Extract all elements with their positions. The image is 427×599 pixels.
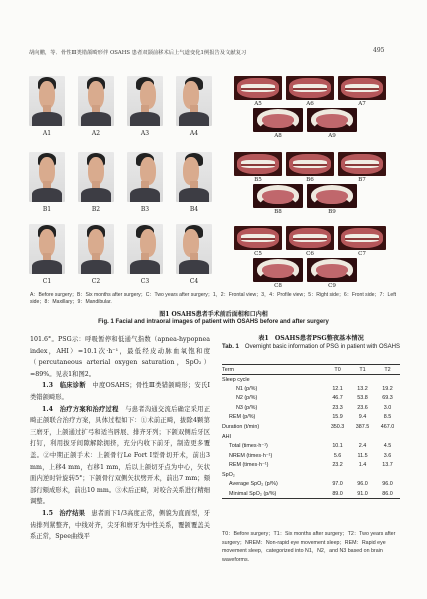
intraoral-photo [307, 108, 357, 132]
section-text: 中度OSAHS；骨性Ⅲ类错颌畸形；安氏Ⅰ类错颌畸形。 [30, 382, 211, 401]
intraoral-photo [234, 76, 282, 100]
table-row [222, 413, 400, 423]
section-heading: 1.4 治疗方案和治疗过程 [42, 405, 119, 413]
table-row [222, 470, 400, 480]
figure-caption-cn: 图1 OSAHS患者手术前后面相和口内相 [159, 311, 268, 318]
table-row [222, 375, 400, 385]
intraoral-label: C9 [328, 283, 336, 289]
cell: 8.5 [383, 414, 392, 421]
facial-photo [127, 152, 163, 202]
intraoral-photo [338, 226, 386, 250]
section-heading: 1.3 临床诊断 [42, 382, 86, 390]
paragraph [30, 380, 210, 403]
paragraph: 101.6°。PSG示：呼吸暂停和低通气指数（apnea-hypopnea index，AHI）=10.1次·h⁻¹，最低经皮动脉血氧饱和度（percutaneous arterial oxygen saturation，SpO₂）=89%。见表1和图2。 [30, 336, 210, 378]
cell: 350.3 [330, 424, 345, 430]
cell: 387.5 [355, 424, 370, 430]
table-header-row [222, 365, 400, 375]
intraoral-label: A8 [274, 133, 282, 139]
facial-photo [78, 224, 114, 274]
cell: 23.3 [332, 404, 343, 411]
table-row [222, 489, 400, 499]
intraoral-photo [338, 152, 386, 176]
cell: 11.5 [357, 452, 368, 459]
table-note: T0：Before surgery；T1：Six months after surgery；T2：Two years after surgery；NREM：Non-rapid eye movement sleep；REM：Rapid eye movement sleep，categorized into N1，N2，and N3 based on brain waveforms. [222, 531, 396, 563]
intraoral-photo [234, 152, 282, 176]
cell: 23.2 [332, 462, 343, 469]
cell: 10.1 [332, 443, 343, 450]
table-row [222, 432, 400, 442]
facial-photo [29, 152, 65, 202]
cell: 4.5 [383, 443, 392, 450]
facial-photo [78, 76, 114, 126]
cell: 15.9 [332, 414, 343, 421]
paragraph [30, 404, 210, 508]
table-row [222, 441, 400, 451]
intraoral-label: B8 [274, 209, 282, 215]
row-label: Minimal SpO₂ (p/%) [222, 489, 325, 499]
row-label: N3 (p/%) [236, 404, 258, 411]
intraoral-label: B7 [358, 177, 366, 183]
column-header: T0 [325, 365, 350, 375]
cell: 23.6 [357, 404, 368, 411]
row-label: Total (times·h⁻¹) [229, 443, 268, 450]
cell: 467.0 [380, 424, 395, 430]
intraoral-label: C7 [358, 251, 366, 257]
cell [350, 432, 375, 442]
intraoral-label: B9 [328, 209, 336, 215]
intraoral-photo [234, 226, 282, 250]
cell: 3.0 [383, 404, 392, 411]
row-label: REM (times·h⁻¹) [229, 462, 269, 469]
intraoral-photo [286, 226, 334, 250]
face-label: A4 [189, 130, 199, 137]
facial-photo [29, 76, 65, 126]
cell: 5.6 [333, 452, 342, 459]
intraoral-label: C5 [254, 251, 262, 257]
intraoral-photo [253, 184, 303, 208]
cell: 13.2 [357, 385, 368, 392]
cell [350, 375, 375, 385]
intraoral-photo [286, 152, 334, 176]
cell: 86.0 [375, 489, 400, 499]
face-label: A3 [140, 130, 150, 137]
facial-photo [78, 152, 114, 202]
cell [325, 432, 350, 442]
intraoral-label: B5 [254, 177, 262, 183]
face-label: C2 [91, 278, 101, 285]
cell: 46.7 [332, 395, 343, 402]
face-label: C3 [140, 278, 150, 285]
intraoral-photo [338, 76, 386, 100]
intraoral-label: A6 [306, 101, 314, 107]
cell [325, 375, 350, 385]
cell: 53.8 [357, 395, 368, 402]
cell: 1.4 [358, 462, 367, 469]
cell: 89.0 [325, 489, 350, 499]
section-text: 患者面下1/3高度正常，侧貌为直面型，牙齿排列紧整齐，中线对齐，尖牙和磨牙为中性关系，覆颌覆盖关系正常，Spee曲线平 [30, 509, 211, 541]
cell: 12.1 [332, 385, 343, 392]
facial-photo [127, 224, 163, 274]
cell: 19.2 [382, 385, 393, 392]
running-header: 胡向鹏，等．骨性Ⅲ类错颌畸形伴 OSAHS 患者双颌前移术后上气道变化1例报告及文献复习 [29, 50, 247, 56]
intraoral-photo [307, 184, 357, 208]
face-label: A2 [91, 130, 101, 137]
facial-photo [176, 224, 212, 274]
facial-photo [127, 76, 163, 126]
cell: 69.3 [382, 395, 393, 402]
intraoral-label: C8 [274, 283, 282, 289]
intraoral-label: B6 [306, 177, 314, 183]
face-label: C1 [42, 278, 52, 285]
column-header: Term [222, 365, 325, 375]
table-row [222, 451, 400, 461]
column-header: T2 [375, 365, 400, 375]
table-row [222, 403, 400, 413]
facial-photo [29, 224, 65, 274]
cell [375, 375, 400, 385]
row-label: Average SpO₂ (p/%) [229, 481, 278, 488]
cell [375, 470, 400, 480]
row-label: Duration (t/min) [222, 424, 260, 430]
row-group-label: AHI [222, 433, 231, 440]
intraoral-label: A5 [254, 101, 262, 107]
table-row [222, 460, 400, 470]
table-label: Tab. 1 [222, 344, 239, 350]
intraoral-photo [286, 76, 334, 100]
cell [325, 470, 350, 480]
intraoral-photo [253, 258, 303, 282]
intraoral-label: A7 [358, 101, 366, 107]
table-caption-text: Overnight basic information of PSG in patient with OSAHS [244, 344, 400, 350]
row-label: NREM (times·h⁻¹) [229, 452, 273, 459]
section-heading: 1.5 治疗结果 [42, 509, 85, 517]
table-row [222, 480, 400, 490]
row-label: N1 (p/%) [236, 385, 258, 392]
cell: 97.0 [332, 481, 343, 488]
cell: 91.0 [350, 489, 375, 499]
cell: 13.7 [382, 462, 393, 469]
cell: 2.4 [358, 443, 367, 450]
cell: 3.6 [383, 452, 392, 459]
cell: 9.4 [358, 414, 367, 421]
column-header: T1 [350, 365, 375, 375]
table-row [222, 422, 400, 432]
row-group-label: SpO₂ [222, 471, 235, 478]
body-text [30, 334, 210, 543]
row-label: REM (p/%) [229, 414, 256, 421]
intraoral-label: A9 [328, 133, 336, 139]
section-text: 与患者沟通交流后确定采用正畸正颌联合治疗方案，具体过程如下：①术前正畸，拔除4颗第三磨牙，上颌通过扩弓和适当唇展、排齐牙列；下颌双侧后牙区打钉，利用拔牙间隙解除拥挤，充分内收下前牙，制造更多覆盖。②中期正颌手术：上颌骨行Le Fort Ⅰ型骨切开术，前出3 mm，上移4 mm，右移1 mm，后以上颌切牙点为中心，矢状面内逆时针旋转5°；下颌骨行双侧矢状劈开术，前出7 mm；颏部行颏成形术，前出10 mm。③术后正畸，对咬合关系进行精细调整。 [30, 405, 210, 506]
cell: 96.0 [382, 481, 393, 488]
cell [350, 470, 375, 480]
intraoral-photo [307, 258, 357, 282]
cell: 96.0 [357, 481, 368, 488]
face-label: B3 [140, 206, 150, 213]
face-label: B1 [42, 206, 52, 213]
paragraph [30, 508, 210, 543]
table-row [222, 384, 400, 394]
facial-photo [176, 152, 212, 202]
table-caption-cn: 表1 OSAHS患者PSG整夜基本情况 [258, 335, 364, 342]
table-caption-en [222, 343, 400, 351]
table-row [222, 394, 400, 404]
row-label: N2 (p/%) [236, 395, 258, 402]
face-label: B4 [189, 206, 199, 213]
face-label: B2 [91, 206, 101, 213]
psg-table [222, 364, 400, 499]
facial-photo [176, 76, 212, 126]
cell [375, 432, 400, 442]
face-label: A1 [42, 130, 52, 137]
row-group-label: Sleep cycle [222, 376, 250, 383]
figure-legend: A：Before surgery；B：Six months after surgery；C：Two years after surgery；1，2：Frontal view；3，4：Profile view；5：Right side；6：Front side；7：Left side；8：Maxillary；9：Mandibular. [30, 292, 397, 305]
page-number: 495 [373, 47, 385, 54]
intraoral-photo [253, 108, 303, 132]
intraoral-label: C6 [306, 251, 314, 257]
figure-caption-en: Fig. 1 Facial and intraoral images of patient with OSAHS before and after surgery [98, 319, 329, 325]
face-label: C4 [189, 278, 199, 285]
